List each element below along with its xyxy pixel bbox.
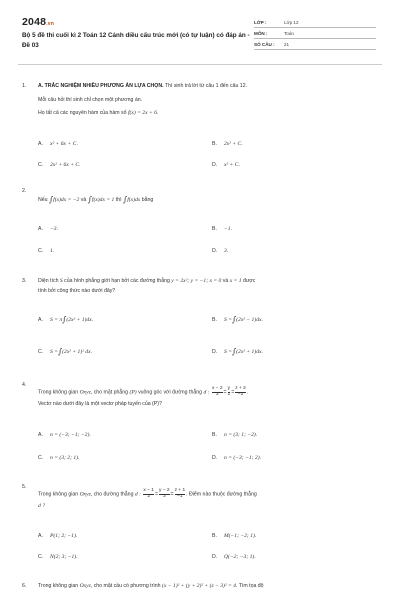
integral-sign-icon: ∫ bbox=[123, 195, 128, 204]
option-label: A. bbox=[38, 533, 43, 539]
fraction bbox=[143, 489, 154, 500]
meta-key: MÔN : bbox=[254, 30, 268, 36]
fraction-num: y bbox=[227, 386, 231, 391]
option-label: D. bbox=[212, 455, 218, 461]
fraction-num: y − 2 bbox=[159, 488, 170, 493]
option-label: B. bbox=[212, 141, 217, 147]
question-3 bbox=[22, 278, 382, 368]
option-text: 1 bbox=[50, 248, 53, 254]
option-d[interactable]: D. 3. bbox=[212, 248, 229, 254]
question-number: 3. bbox=[22, 278, 27, 284]
option-text: 3 bbox=[224, 248, 227, 254]
option-b[interactable]: B. 2x² + C. bbox=[212, 141, 243, 147]
option-text: n = (3; 2; 1) bbox=[50, 455, 79, 461]
fraction-den: 3 bbox=[159, 494, 170, 500]
fraction bbox=[212, 387, 223, 398]
stem-text: , cho đường thẳng bbox=[90, 491, 135, 498]
stem-suffix: bằng bbox=[141, 197, 154, 203]
question-number: 5. bbox=[22, 484, 27, 490]
option-text: (2x² − 1)dx bbox=[236, 317, 262, 323]
fraction-den: 2 bbox=[143, 494, 154, 500]
option-d[interactable]: D. n = (−3; −1; 2). bbox=[212, 455, 262, 461]
stem-math: (P) bbox=[129, 389, 137, 396]
stem-line-2: d ? bbox=[38, 502, 45, 509]
option-label: B. bbox=[212, 533, 217, 539]
stem-line-2: tính bởi công thức nào dưới đây? bbox=[38, 287, 116, 294]
option-text: 2x² + C bbox=[224, 141, 242, 147]
integral-sign-icon: ∫ bbox=[231, 315, 237, 324]
stem-text: Họ tất cả các nguyên hàm của hàm số bbox=[38, 110, 128, 116]
stem-math: (x − 1)² + (y + 2)² + (z − 3)² = 4 bbox=[162, 583, 236, 589]
option-label: A. bbox=[38, 432, 43, 438]
question-stem bbox=[38, 583, 382, 591]
stem-math: y = 2x²; y = −1; x = 0 bbox=[171, 278, 222, 284]
option-pre: S = bbox=[224, 317, 232, 323]
option-text: x² + 6x + C bbox=[50, 141, 77, 147]
logo-text: 2048 bbox=[22, 16, 47, 28]
stem-text: , cho mặt cầu có phương trình bbox=[90, 583, 162, 589]
fraction bbox=[175, 489, 186, 500]
option-d[interactable]: D. Q(−2; −3; 1). bbox=[212, 554, 256, 560]
fraction-den: −1 bbox=[175, 494, 186, 500]
stem-prefix: Nếu bbox=[38, 197, 48, 203]
option-c[interactable]: C. 2x² + 6x + C. bbox=[38, 162, 81, 168]
integral-2: f(x)dx = 1 bbox=[91, 197, 115, 203]
option-d[interactable]: D. x² + C. bbox=[212, 162, 240, 168]
section-instruction: Thí sinh trả lời từ câu 1 đến câu 12. bbox=[163, 83, 248, 89]
option-text: P(1; 2; −1) bbox=[50, 533, 76, 539]
option-text: n = (−3; −1; 2) bbox=[224, 455, 260, 461]
option-label: C. bbox=[38, 455, 44, 461]
option-text: −3 bbox=[50, 226, 57, 232]
stem-math: d : bbox=[203, 389, 210, 396]
option-d[interactable]: D. S =∫(2x² + 1)dx. bbox=[212, 347, 263, 356]
stem-text: và bbox=[221, 278, 230, 284]
fraction-den: 1 bbox=[227, 391, 231, 397]
option-a[interactable]: A. S = π∫(2x² + 1)dx. bbox=[38, 315, 94, 324]
meta-value: Toán bbox=[284, 30, 294, 36]
question-body bbox=[38, 83, 382, 118]
option-text: (2x² + 1)² dx bbox=[62, 349, 91, 355]
instruction-line: Mỗi câu hỏi thí sinh chỉ chọn một phương án. bbox=[38, 96, 143, 103]
section-heading bbox=[38, 83, 382, 91]
stem-text: . Điểm nào thuộc đường thẳng bbox=[186, 491, 257, 498]
fraction bbox=[228, 387, 231, 398]
option-label: D. bbox=[212, 162, 218, 168]
option-c[interactable]: C. n = (3; 2; 1). bbox=[38, 455, 80, 461]
option-label: A. bbox=[38, 317, 43, 323]
option-label: C. bbox=[38, 349, 44, 355]
option-a[interactable]: A. P(1; 2; −1). bbox=[38, 533, 78, 539]
fraction-num: z + 2 bbox=[235, 386, 246, 391]
option-label: D. bbox=[212, 248, 218, 254]
header-divider bbox=[18, 64, 382, 65]
meta-value: Lớp 12 bbox=[284, 19, 299, 25]
question-stem bbox=[38, 278, 382, 295]
option-a[interactable]: A. −3. bbox=[38, 226, 59, 232]
question-number: 2. bbox=[22, 188, 27, 194]
stem-text: của hình phẳng giới hạn bởi các đường thẳng bbox=[62, 278, 172, 284]
stem-text: . Tìm tọa độ bbox=[235, 583, 264, 589]
document-title: Bộ 5 đề thi cuối kì 2 Toán 12 Cánh diều cấu trúc mới (có tự luận) có đáp án - Đề 03 bbox=[22, 32, 250, 49]
question-stem: Trong không gian Oxyz, cho mặt phẳng (P) vuông góc với đường thẳng d : $\frac{x - 2}{3}$ = $\frac{y}{1}$ = $\frac{z + 2}{-2}$ . Vectơ nào dưới đây là một vectơ pháp tuyến của (P)? bbox=[38, 387, 382, 408]
integral-sign-icon: ∫ bbox=[231, 347, 237, 356]
meta-row-count bbox=[254, 39, 376, 50]
option-a[interactable]: A. x² + 6x + C. bbox=[38, 141, 78, 147]
option-a[interactable]: A. n = (−3; −1; −2). bbox=[38, 432, 91, 438]
option-pre: S = bbox=[224, 349, 232, 355]
option-b[interactable]: B. S =∫(2x² − 1)dx. bbox=[212, 315, 263, 324]
integral-3: f(x)dx bbox=[127, 197, 141, 203]
stem-line-2: Vectơ nào dưới đây là một vectơ pháp tuyến của (P)? bbox=[38, 400, 162, 407]
stem-math: Oxyz bbox=[79, 583, 91, 589]
question-5 bbox=[22, 484, 382, 569]
option-label: A. bbox=[38, 141, 43, 147]
option-c[interactable]: C. 1. bbox=[38, 248, 55, 254]
fraction-num: x − 1 bbox=[143, 488, 154, 493]
option-text: −1 bbox=[224, 226, 231, 232]
meta-key: LỚP : bbox=[254, 19, 267, 25]
option-text: n = (−3; −1; −2) bbox=[50, 432, 90, 438]
exam-meta-table bbox=[254, 17, 376, 50]
question-number: 4. bbox=[22, 382, 27, 388]
option-text: N(2; 3; −1) bbox=[50, 554, 77, 560]
option-text: Q(−2; −3; 1) bbox=[224, 554, 255, 560]
stem-math: Oxyz bbox=[79, 389, 91, 396]
option-label: B. bbox=[212, 317, 217, 323]
option-label: C. bbox=[38, 248, 44, 254]
option-c[interactable]: C. S =∫(2x² + 1)² dx. bbox=[38, 347, 93, 356]
stem-text: , cho mặt phẳng bbox=[90, 389, 130, 396]
stem-text: Diện tích bbox=[38, 278, 60, 284]
option-text: M(−1; −2; 1) bbox=[224, 533, 255, 539]
fraction-den: 3 bbox=[212, 392, 223, 398]
meta-row-subject bbox=[254, 28, 376, 39]
question-2 bbox=[22, 188, 382, 258]
fraction-num: x − 2 bbox=[211, 386, 223, 391]
stem-text: được bbox=[241, 278, 256, 284]
option-text: n = (3; 1; −2) bbox=[224, 432, 256, 438]
option-label: A. bbox=[38, 226, 43, 232]
option-text: (2x² + 1)dx bbox=[66, 317, 92, 323]
meta-row-class bbox=[254, 17, 376, 28]
integral-sign-icon: ∫ bbox=[62, 315, 67, 324]
question-number: 1. bbox=[22, 83, 27, 89]
integral-1: f(x)dx = −2 bbox=[53, 197, 80, 203]
option-label: C. bbox=[38, 554, 44, 560]
fraction bbox=[159, 489, 170, 500]
question-stem: Họ tất cả các nguyên hàm của hàm số f(x) = 2x + 6. bbox=[38, 110, 159, 116]
option-c[interactable]: C. N(2; 3; −1). bbox=[38, 554, 78, 560]
option-b[interactable]: B. M(−1; −2; 1). bbox=[212, 533, 257, 539]
question-1 bbox=[22, 83, 382, 183]
fraction bbox=[235, 387, 246, 398]
question-stem: Trong không gian Oxyz, cho đường thẳng d : $\frac{x - 1}{2}$ = $\frac{y - 2}{3}$ = $\frac{z + 1}{-1}$ . Điểm nào thuộc đường thẳng d ? bbox=[38, 489, 382, 510]
stem-math: d : bbox=[134, 491, 141, 498]
option-label: D. bbox=[212, 349, 218, 355]
stem-math: Oxyz bbox=[79, 491, 91, 498]
option-text: (2x² + 1)dx bbox=[236, 349, 262, 355]
option-pre: S = bbox=[50, 349, 58, 355]
integral-sign-icon: ∫ bbox=[87, 195, 92, 204]
integral-sign-icon: ∫ bbox=[57, 347, 63, 356]
stem-math: f(x) = 2x + 6 bbox=[127, 110, 157, 116]
option-label: B. bbox=[212, 226, 217, 232]
option-label: D. bbox=[212, 554, 218, 560]
option-pre: S = π bbox=[50, 317, 63, 323]
question-6 bbox=[22, 583, 382, 595]
option-label: B. bbox=[212, 432, 217, 438]
stem-text: Trong không gian bbox=[38, 583, 80, 589]
site-logo[interactable] bbox=[22, 16, 54, 28]
stem-then: thì bbox=[115, 197, 122, 203]
stem-and: và bbox=[80, 197, 87, 203]
option-b[interactable]: B. n = (3; 1; −2). bbox=[212, 432, 258, 438]
stem-text: Trong không gian bbox=[38, 491, 80, 498]
meta-key: SỐ CÂU : bbox=[254, 41, 275, 47]
meta-value: 21 bbox=[284, 41, 290, 47]
stem-math: x = 1 bbox=[229, 278, 242, 284]
fraction-num: z + 1 bbox=[174, 488, 186, 493]
stem-text: vuông góc với đường thẳng bbox=[136, 389, 204, 396]
question-number: 6. bbox=[22, 583, 27, 589]
question-4 bbox=[22, 382, 382, 472]
stem-text: Trong không gian bbox=[38, 389, 80, 396]
question-stem bbox=[38, 196, 382, 205]
section-title: A. TRẮC NGHIỆM NHIỀU PHƯƠNG ÁN LỰA CHỌN. bbox=[38, 83, 164, 89]
logo-suffix: .vn bbox=[46, 21, 54, 27]
option-text: 2x² + 6x + C bbox=[50, 162, 80, 168]
option-label: C. bbox=[38, 162, 44, 168]
stem-var: S bbox=[59, 278, 63, 284]
option-text: x² + C bbox=[224, 162, 239, 168]
option-b[interactable]: B. −1. bbox=[212, 226, 233, 232]
fraction-den: −2 bbox=[235, 392, 246, 398]
integral-sign-icon: ∫ bbox=[48, 195, 54, 204]
